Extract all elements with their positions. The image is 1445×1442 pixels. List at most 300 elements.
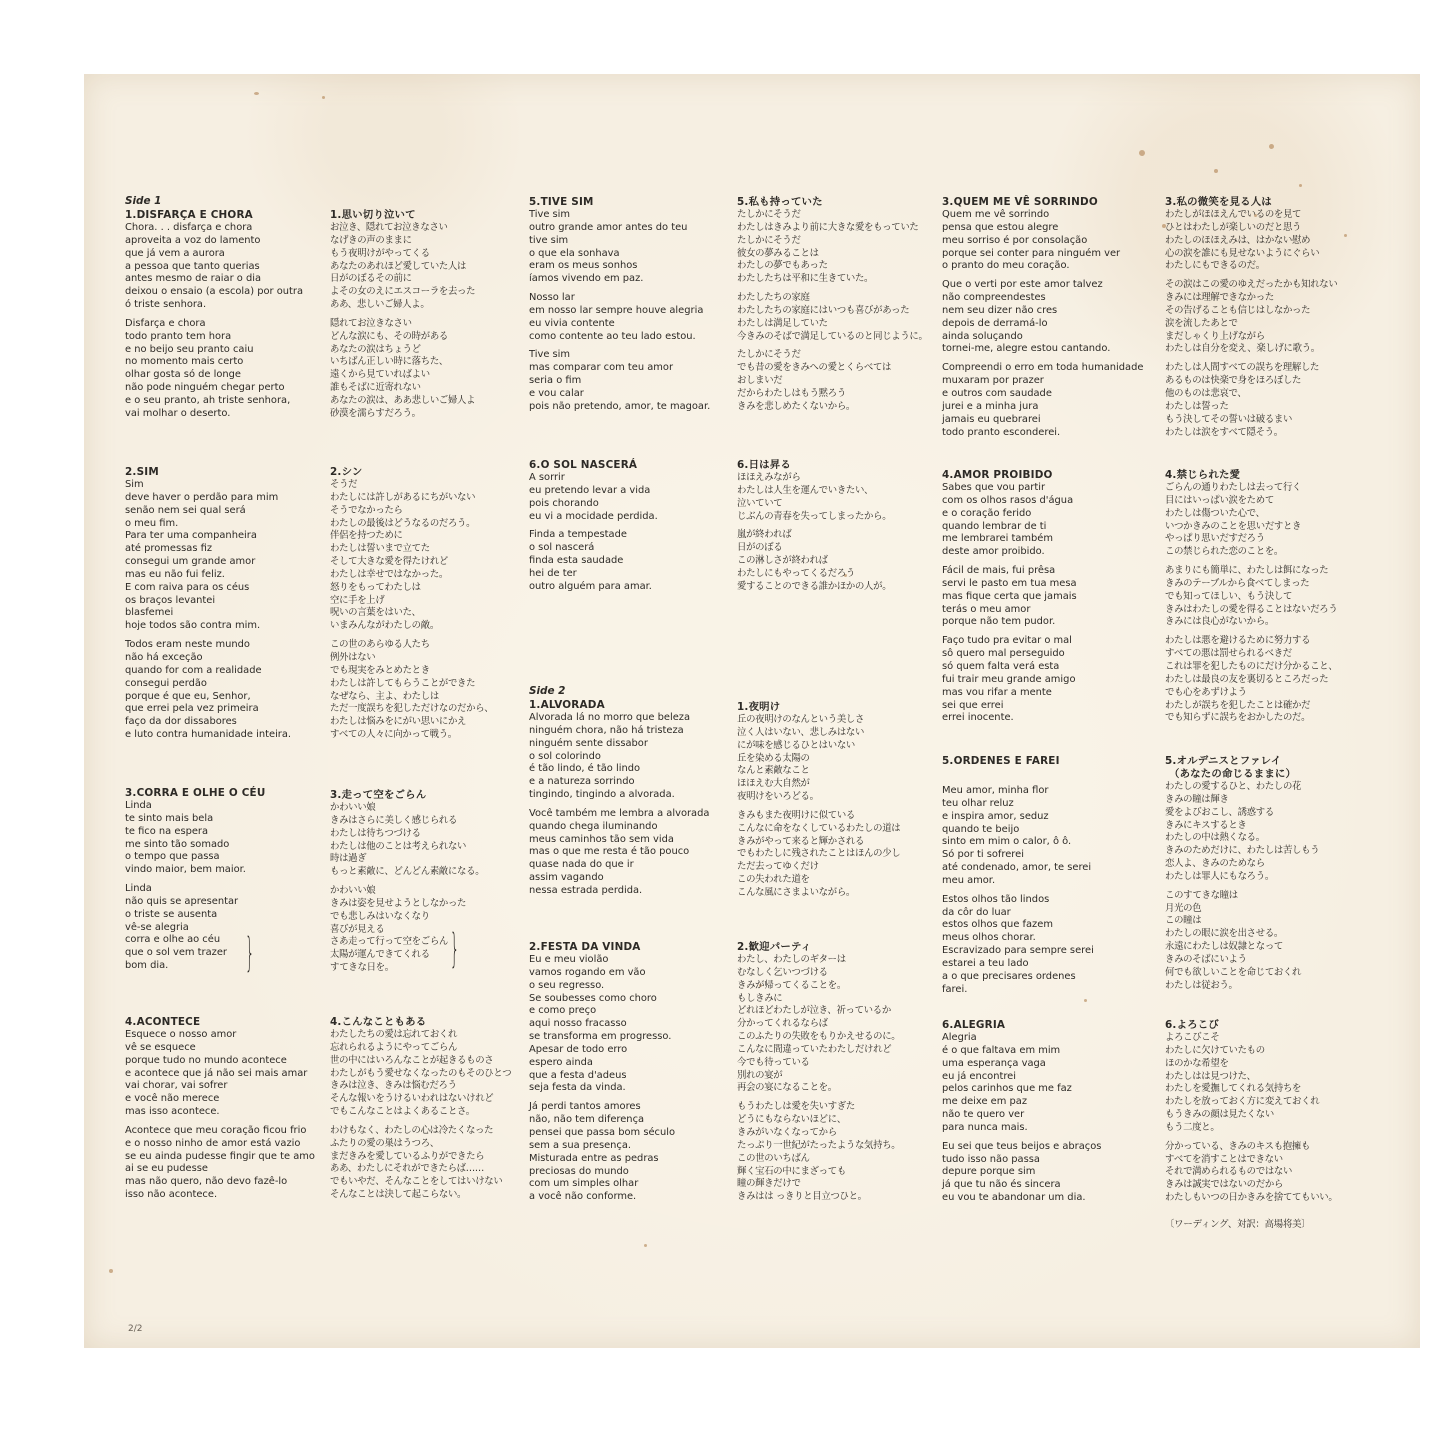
lyric-line: sinto em mim o calor, ô ô. [942,836,1072,848]
lyric-line: é o que faltava em mim [942,1044,1061,1056]
lyric-line: 伴侶を持つために [330,530,403,542]
lyric-line: não, não tem diferença [529,1114,645,1126]
spacer [942,768,1094,785]
lyric-line: でもわたしに残されたことはほんの少し [737,848,901,860]
song-title: 6.日は昇る [737,459,791,471]
song-title: 4.AMOR PROIBIDO [942,469,1053,481]
side-1-label: Side 1 [125,195,162,207]
stanza [1165,635,1337,725]
lyric-line: もしきみに [737,992,783,1004]
lyric-line: não há exceção [125,651,203,663]
song-jp-6 [737,459,891,600]
lyric-line: わたしは人間すべての誤ちを理解した [1165,362,1320,374]
lyric-line: Acontece que meu coração ficou frio [125,1124,307,1136]
lyric-line: 月光の色 [1165,902,1202,914]
stanza [942,1141,1101,1205]
song-alegria [942,1019,1101,1211]
lyric-line: わたしが誤ちを犯したことは確かだ [1165,699,1311,711]
lyric-line: その告げることも信じはしなかった [1165,304,1311,316]
lyric-line: 誰もそばに近寄れない [330,382,421,394]
song-quem-me-ve-sorrindo [942,196,1143,445]
lyric-line: Eu sei que teus beijos e abraços [942,1140,1102,1152]
lyric-line: te fico na espera [125,825,209,837]
lyric-line: todo pranto tem hora [125,330,232,342]
lyric-line: わたしたちの家庭 [737,292,810,304]
lyric-line: そんなことは決して起こらない。 [330,1189,467,1201]
song-title: 3.走って空をごらん [330,789,427,801]
lyric-line: かわいい娘 [330,802,376,813]
lyric-line: きみのテーブルから食べてしまった [1165,577,1310,589]
lyric-line: ninguém chora, não há tristeza [529,724,684,736]
stanza [330,1125,511,1202]
lyric-line: わたしたちの愛は忘れておくれ [330,1029,458,1040]
song-amor-proibido [942,469,1077,731]
lyric-line: nessa estrada perdida. [529,884,643,896]
lyric-line: se eu ainda pudesse fingir que te amo [125,1150,315,1162]
lyric-line: 涙を流したあとで [1165,317,1238,329]
lyric-line: o tempo que passa [125,851,220,863]
lyric-line: se transforma em progresso. [529,1031,672,1043]
lyric-line: Alvorada lá no morro que beleza [529,712,691,723]
lyric-line: もうわたしは愛を失いすぎた [737,1101,855,1113]
stanza [942,482,1077,559]
lyric-line: Tive sim [529,209,571,220]
lyric-line: assim vagando [529,872,604,884]
lyric-line: 愛をよびおこし、誘惑する [1165,806,1274,818]
stanza [330,885,484,975]
stanza [942,894,1094,997]
lyric-line: Estos olhos tão lindos [942,893,1050,905]
lyric-line: わたしは誓いまで立てた [330,543,430,555]
lyric-line: わたしは許してもらうことができた [330,677,476,689]
lyric-line: que já vem a aurora [125,247,225,259]
lyric-line: たしかにそうだ [737,209,801,220]
song-disfarca-e-chora [125,209,303,427]
lyric-line: 心の涙を誰にも見せないようにぐらい [1165,247,1320,259]
lyric-line: にが味を感じるひとはいない [737,739,855,751]
lyric-line: corra e olhe ao céu [125,934,221,946]
song-jp-5 [737,196,928,420]
song-ordenes-e-farei [942,755,1094,1003]
lyric-line: pelos carinhos que me faz [942,1083,1072,1095]
song-jp-3 [330,789,484,981]
lyric-line: まだきみを愛しているふりができたら [330,1150,485,1162]
lyric-line: ひとはわたしが楽しいのだと思う [1165,221,1302,233]
lyric-line: todo pranto esconderei. [942,426,1061,438]
lyric-line: わたしを愛撫してくれる気持ちを [1165,1083,1302,1095]
stanza [125,222,303,312]
lyric-line: やっぱり思いだすだろう [1165,533,1265,545]
lyric-line: このふたりの失敗をもりかえせるのに。 [737,1031,901,1043]
lyric-line: pensei que passa bom século [529,1126,676,1138]
lyric-line: e luto contra humanidade inteira. [125,729,292,741]
song-title: 3.私の微笑を見る人は [1165,196,1272,208]
lyric-line: teu olhar reluz [942,797,1014,809]
song-title: 4.こんなこともある [330,1016,427,1028]
song-jp-10 [1165,469,1337,731]
song-title: 6.ALEGRIA [942,1019,1006,1031]
stanza [125,639,291,742]
lyric-line: これは罪を犯したものにだけ分かること、 [1165,660,1338,672]
lyric-line: 時は過ぎ [330,853,367,865]
song-title: 1.夜明け [737,701,781,713]
lyric-line: não quis se apresentar [125,895,239,907]
lyric-line: Já perdi tantos amores [529,1101,641,1113]
song-jp-12 [1165,1019,1337,1211]
lyric-line: その涙はこの愛のゆえだったかも知れない [1165,279,1338,291]
lyric-line: でも昔の愛をきみへの愛とくらべては [737,362,892,374]
lyric-line: mas comparar com teu amor [529,362,674,374]
stanza [737,1101,900,1204]
lyric-line: fui trair meu grande amigo [942,673,1076,685]
lyric-line: quando for com a realidade [125,664,262,676]
lyric-line: não te quero ver [942,1109,1025,1121]
lyric-line: この世のいちばん [737,1152,810,1164]
lyric-line: わたしたちの家庭にはいつも喜びがあった [737,304,910,316]
lyric-line: わたしは罪人にもなろう。 [1165,870,1274,882]
lyric-line: quando te beijo [942,823,1020,835]
song-title: 6.O SOL NASCERÁ [529,459,638,471]
lyric-line: me lembrarei também [942,533,1053,545]
lyric-line: porque tudo no mundo acontece [125,1054,287,1066]
lyric-line: deve haver o perdão para mim [125,491,279,503]
lyric-line: わたしもいつの日かきみを捨ててもいい。 [1165,1192,1338,1204]
lyric-line: e o coração ferido [942,507,1032,519]
lyric-line: o meu fim. [125,517,179,529]
stanza [942,279,1143,356]
stanza [529,292,710,343]
lyric-line: わたしは最良の友を裏切るところだった [1165,673,1329,685]
stanza [942,565,1077,629]
lyric-line: Linda [125,883,152,895]
lyric-line: vai molhar o deserto. [125,407,231,419]
lyric-line: eu vi a mocidade perdida. [529,510,658,522]
lyric-line: わたしは幸せではなかった。 [330,568,448,580]
lyric-line: que errei pela vez primeira [125,703,259,715]
lyric-line: estarei a teu lado [942,957,1029,969]
lyric-line: ほほえみながら [737,472,801,483]
lyric-line: mas fique certa que jamais [942,590,1077,602]
lyric-line: むなしく乞いつづける [737,966,828,978]
stanza [1165,482,1337,559]
lyric-line: 喜びが見える [330,923,385,935]
lyric-line: e acontece que já não sei mais amar [125,1067,308,1079]
lyric-line: 瞳の輝きだけで [737,1178,801,1190]
lyric-line: nem seu dizer não cres [942,304,1058,316]
lyric-line: お泣き、隠れてお泣きなさい [330,222,448,233]
repeat-brace: } [450,926,459,973]
lyric-line: jurei e a minha jura [942,400,1039,412]
song-title: 5.TIVE SIM [529,196,594,208]
lyric-line: e inspira amor, seduz [942,810,1049,822]
lyric-line: ただ去ってゆくだけ [737,861,819,873]
lyric-line: どんな涙にも、その時がある [330,330,448,342]
lyric-line: きみがいなくなってから [737,1126,837,1138]
lyric-line: Se soubesses como choro [529,992,657,1004]
lyric-line: vê se esquece [125,1041,196,1053]
lyric-line: でも現実をみとめたとき [330,664,430,676]
lyric-line: わたしは人生を運んでいきたい、 [737,484,874,496]
lyric-line: o sol colorindo [529,750,601,762]
lyric-line: たっぷり一世紀がたったような気持ち。 [737,1139,901,1151]
lyric-line: 空に手を上げ [330,594,385,606]
lyric-line: Eu e meu violão [529,954,609,965]
lyric-line: tive sim [529,234,569,246]
lyric-line: 何でも欲しいことを命じておくれ [1165,966,1302,978]
song-jp-1 [330,209,475,427]
lyric-line: o sol nascerá [529,542,595,554]
lyric-line: pensa que estou alegre [942,221,1059,233]
stanza [125,800,266,877]
lyric-line: 今きみのそばで満足しているのと同じように。 [737,330,928,342]
lyric-line: すべてを消すことはできない [1165,1153,1283,1165]
song-jp-4 [330,1016,511,1208]
lyric-line: 例外はない [330,651,376,663]
lyric-line: わたしは傷ついた心で、 [1165,507,1265,519]
stanza [1165,890,1319,993]
lyric-line: tingindo, tingindo a alvorada. [529,789,675,801]
lyric-line: mas isso acontece. [125,1106,220,1118]
stanza [942,1032,1101,1135]
lyric-line: 日がのぼる [737,542,783,554]
lyric-line: sei que errei [942,699,1004,711]
lyric-line: não pode ninguém chegar perto [125,382,285,394]
lyric-line: tudo isso não passa [942,1153,1040,1165]
lyric-line: como contente ao teu lado estou. [529,330,696,342]
lyric-line: finda esta saudade [529,555,624,567]
stanza [942,635,1077,725]
stanza [125,479,291,633]
lyric-line: たしかにそうだ [737,234,801,246]
lyric-line: この世のあらゆる人たち [330,639,430,651]
lyric-line: bom dia. [125,960,169,972]
lyric-line: きみは泣き、きみは悩むだろう [330,1080,457,1092]
lyric-line: vindo maior, bem maior. [125,864,246,876]
lyric-line: なげきの声のままに [330,234,412,246]
lyric-line: わたしは満足していた [737,317,828,329]
lyric-line: consegui perdão [125,677,207,689]
lyric-line: わたしの眼に涙を出させる。 [1165,928,1283,940]
lyric-line: 怒りをもってわたしは [330,581,421,593]
lyric-line: それで満められるものではない [1165,1166,1293,1178]
lyric-line: きみのそばにいよう [1165,953,1247,965]
lyric-line: わたしは自分を変え、楽しげに歌う。 [1165,343,1320,355]
lyric-line: quando chega iluminando [529,820,658,832]
stanza [942,209,1143,273]
song-acontece [125,1016,315,1208]
lyric-line: きみのためだけに、わたしは苦しもう [1165,845,1320,857]
lyric-line: わたしは誓った [1165,400,1229,412]
lyric-line: A sorrir [529,472,565,483]
lyric-line: そうだ [330,479,358,490]
stanza [529,472,658,523]
lyric-line: ainda soluçando [942,330,1023,342]
lyric-line: きみは誠実ではないのだから [1165,1179,1283,1191]
lyric-line: aqui nosso fracasso [529,1018,627,1030]
lyric-line: depure porque sim [942,1166,1036,1178]
lyric-line: ほのかな希望を [1165,1057,1229,1069]
song-jp-9 [1165,196,1337,445]
lyric-line: 丘を染める太陽の [737,752,810,764]
lyric-line: e vou calar [529,387,584,399]
lyric-line: Chora. . . disfarça e chora [125,222,253,233]
lyric-line: もう決してその誓いは破るまい [1165,413,1293,425]
lyric-line: Meu amor, minha flor [942,785,1049,796]
lyric-line: mas o que me resta é tão pouco [529,846,690,858]
lyric-line: 忘れられるようにやってごらん [330,1041,458,1053]
lyric-line: o pranto do meu coração. [942,260,1070,272]
lyric-line: já que tu não és sincera [942,1179,1061,1191]
song-title: 3.QUEM ME VÊ SORRINDO [942,196,1098,208]
lyric-line: a pessoa que tanto querias [125,260,260,272]
lyric-line: なんと素敵なこと [737,765,810,777]
lyric-line: consegui um grande amor [125,556,256,568]
lyric-line: outro grande amor antes do teu [529,221,688,233]
lyric-line: この禁じられた恋のことを。 [1165,546,1283,558]
lyric-line: Todos eram neste mundo [125,639,250,651]
lyric-line: Alegria [942,1032,977,1043]
lyric-line: ああ、わたしにそれができたらば…… [330,1163,484,1175]
lyric-line: quando lembrar de ti [942,520,1047,532]
lyric-line: Disfarça e chora [125,317,206,329]
stanza [1165,362,1337,439]
stanza [330,802,484,879]
lyric-line: em nosso lar sempre houve alegria [529,304,704,316]
lyric-line: mas não quero, não devo fazê-lo [125,1176,288,1188]
lyric-line: でも知ってほしい、もう決して [1165,590,1293,602]
lyric-line: terás o meu amor [942,603,1031,615]
lyric-line: Que o verti por este amor talvez [942,279,1103,291]
stanza [330,222,475,312]
lyric-line: きみを悲しめたくないから。 [737,400,855,412]
lyric-line: 別れの宴が [737,1069,783,1081]
lyric-line: da côr do luar [942,906,1011,918]
stanza [737,810,900,900]
lyric-line: eu vivia contente [529,317,615,329]
song-corra-e-olhe-o-ceu [125,787,266,979]
lyric-line: 泣く人はいない、悲しみはない [737,726,865,738]
lyric-line: どうにもならないほどに、 [737,1114,846,1126]
lyric-line: sem a sua presença. [529,1139,632,1151]
lyric-line: でも心をあずけよう [1165,686,1247,698]
lyric-line: E com raiva para os céus [125,581,250,593]
translation-credit: 〔ワーディング、対訳：高場将美〕 [1165,1219,1311,1230]
lyric-line: なぜなら、主よ、わたしは [330,690,439,702]
lyric-line: porque é que eu, Senhor, [125,690,251,702]
lyric-line: meus caminhos tão sem vida [529,833,674,845]
lyric-line: só quem falta verá esta [942,660,1060,672]
stanza [529,954,675,1095]
song-title: 5.私も持っていた [737,196,823,208]
lyric-line: outro alguém para amar. [529,580,652,592]
lyric-line: こんなに命をなくしているわたしの道は [737,822,901,834]
lyric-line: o triste se ausenta [125,908,218,920]
lyric-line: Finda a tempestade [529,529,627,541]
lyric-line: e o seu pranto, ah triste senhora, [125,394,291,406]
lyric-line: me deixe em paz [942,1096,1028,1108]
lyric-line: わたしは涙をすべて隠そう。 [1165,426,1283,438]
stanza [737,954,900,1095]
lyric-line: 日がのぼるその前に [330,273,412,285]
song-title: 1.思い切り泣いて [330,209,416,221]
lyric-line: servi le pasto em tua mesa [942,577,1077,589]
song-title: 1.ALVORADA [529,699,605,711]
stanza [330,479,493,633]
lyric-line: あまりにも簡単に、わたしは餌になった [1165,565,1329,577]
lyric-line: 彼女の夢みることは [737,247,819,259]
lyric-line: seja festa da vinda. [529,1082,626,1094]
lyric-line: たしかにそうだ [737,349,801,361]
stanza [737,529,891,593]
lyric-line: きみには良心がないから。 [1165,616,1274,628]
stanza [529,1101,675,1204]
lyric-line: não compreendestes [942,292,1046,304]
lyric-line: eu já encontrei [942,1070,1017,1082]
lyric-line: 愛することのできる誰かほかの人が。 [737,580,892,592]
side-2-label: Side 2 [529,685,566,697]
lyric-line: Compreendi o erro em toda humanidade [942,362,1144,374]
lyric-line: quase nada do que ir [529,859,634,871]
song-jp-2 [330,466,493,748]
lyric-line: このすてきな瞳は [1165,889,1238,901]
lyric-line: よその女のえにエスコーラを去った [330,286,476,298]
lyric-line: 目にはいっぱい涙をためて [1165,494,1274,506]
lyric-line: que o sol vem trazer [125,947,227,959]
lyric-line: わたしにもやってくるだろう [737,567,855,579]
lyric-line: わたしたちは平和に生きていた。 [737,273,874,285]
lyric-line: íamos vivendo em paz. [529,273,644,285]
lyric-line: antes mesmo de raiar o dia [125,273,262,285]
lyric-line: e como preço [529,1005,597,1017]
lyric-line: もう夜明けがやってくる [330,247,430,259]
stanza [1165,279,1337,356]
lyric-line: わたしは従おう。 [1165,979,1238,991]
lyric-line: vai chorar, vai sofrer [125,1080,228,1092]
lyric-line: ó triste senhora. [125,299,207,311]
lyric-line: Escravizado para sempre serei [942,945,1094,957]
song-jp-11 [1165,755,1319,999]
lyric-line: 隠れてお泣きなさい [330,317,412,329]
stanza [737,714,900,804]
lyric-line: eram os meus sonhos [529,260,638,272]
song-title: 2.歓迎パーティ [737,941,812,953]
lyric-line: seria o fim [529,375,582,387]
song-jp-8 [737,941,900,1210]
lyric-line: 恋人よ、きみのためなら [1165,858,1265,870]
stanza [942,362,1143,439]
lyric-line: ほほえむ大自然が [737,778,810,790]
lyric-line: わたしに欠けていたもの [1165,1044,1265,1056]
lyric-line: errei inocente. [942,712,1014,724]
lyric-line: Misturada entre as pedras [529,1152,659,1164]
lyric-line: 嵐が終われば [737,529,792,541]
lyric-line: いまみんながわたしの敵。 [330,620,439,632]
lyric-line: 太陽が運んできてくれる [330,949,430,961]
stanza [737,472,891,523]
lyric-line: そして大きな愛を得たけれど [330,556,448,568]
lyric-line: わたしのほほえみは、はかない慰め [1165,234,1311,246]
lyric-line: preciosas do mundo [529,1165,629,1177]
stanza [330,639,493,742]
stanza [1165,1141,1337,1205]
song-title: 5.ORDENES E FAREI [942,755,1060,767]
stanza [125,1029,315,1119]
lyric-line: わけもなく、わたしの心は冷たくなった [330,1124,494,1136]
lyric-line: 丘の夜明けのなんという美しさ [737,714,865,725]
lyric-line: isso não acontece. [125,1189,218,1201]
lyric-line: わたし、わたしのギターは [737,954,846,965]
lyric-line: わたしはは見つけた、 [1165,1070,1256,1082]
